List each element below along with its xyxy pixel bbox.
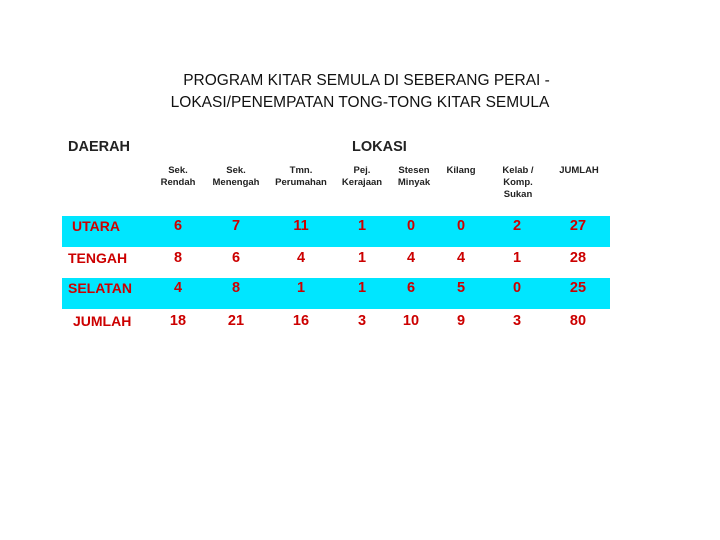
column-header: Kilang — [446, 165, 476, 176]
column-header: Stesen Minyak — [397, 165, 431, 188]
table-cell: 1 — [357, 250, 367, 266]
table-cell: 6 — [406, 280, 416, 296]
column-header: Sek. Rendah — [160, 165, 196, 188]
table-cell: 6 — [231, 250, 241, 266]
column-header: JUMLAH — [559, 165, 599, 176]
table-cell: 28 — [569, 250, 587, 266]
table-cell: 1 — [296, 280, 306, 296]
row-label-utara: UTARA — [72, 218, 120, 234]
column-header: Tmn. Perumahan — [275, 165, 327, 188]
row-label-jumlah: JUMLAH — [73, 313, 132, 329]
table-cell: 4 — [296, 250, 306, 266]
table-cell: 0 — [512, 280, 522, 296]
row-band-utara — [62, 216, 610, 247]
table-cell: 4 — [456, 250, 466, 266]
document-title — [0, 70, 720, 114]
table-cell: 4 — [406, 250, 416, 266]
row-band-selatan — [62, 278, 610, 309]
table-cell: 11 — [293, 218, 309, 234]
table-cell: 1 — [512, 250, 522, 266]
header-daerah: DAERAH — [68, 139, 131, 155]
table-cell: 9 — [456, 313, 466, 329]
table-cell: 5 — [456, 280, 466, 296]
table-cell: 80 — [569, 313, 587, 329]
table-cell: 1 — [357, 218, 367, 234]
table-cell: 27 — [569, 218, 587, 234]
column-header: Pej. Kerajaan — [341, 165, 383, 188]
table-cell: 3 — [512, 313, 522, 329]
table-cell: 0 — [456, 218, 466, 234]
table-cell: 0 — [406, 218, 416, 234]
column-header: Kelab / Komp. Sukan — [502, 165, 534, 200]
table-cell: 6 — [173, 218, 183, 234]
table-cell: 25 — [569, 280, 587, 296]
table-cell: 2 — [512, 218, 522, 234]
table-cell: 16 — [292, 313, 310, 329]
row-label-selatan: SELATAN — [68, 280, 133, 296]
table-cell: 1 — [357, 280, 367, 296]
table-cell: 3 — [357, 313, 367, 329]
table-cell: 8 — [173, 250, 183, 266]
header-lokasi: LOKASI — [352, 139, 407, 155]
row-label-tengah: TENGAH — [68, 250, 128, 266]
title-line-1: PROGRAM KITAR SEMULA DI SEBERANG PERAI - — [183, 72, 550, 89]
table-cell: 10 — [402, 313, 420, 329]
table-cell: 21 — [227, 313, 245, 329]
table-cell: 8 — [231, 280, 241, 296]
table-cell: 4 — [173, 280, 183, 296]
table-cell: 7 — [231, 218, 241, 234]
table-cell: 18 — [169, 313, 187, 329]
title-line-2: LOKASI/PENEMPATAN TONG-TONG KITAR SEMULA — [170, 94, 550, 111]
column-header: Sek. Menengah — [212, 165, 260, 188]
